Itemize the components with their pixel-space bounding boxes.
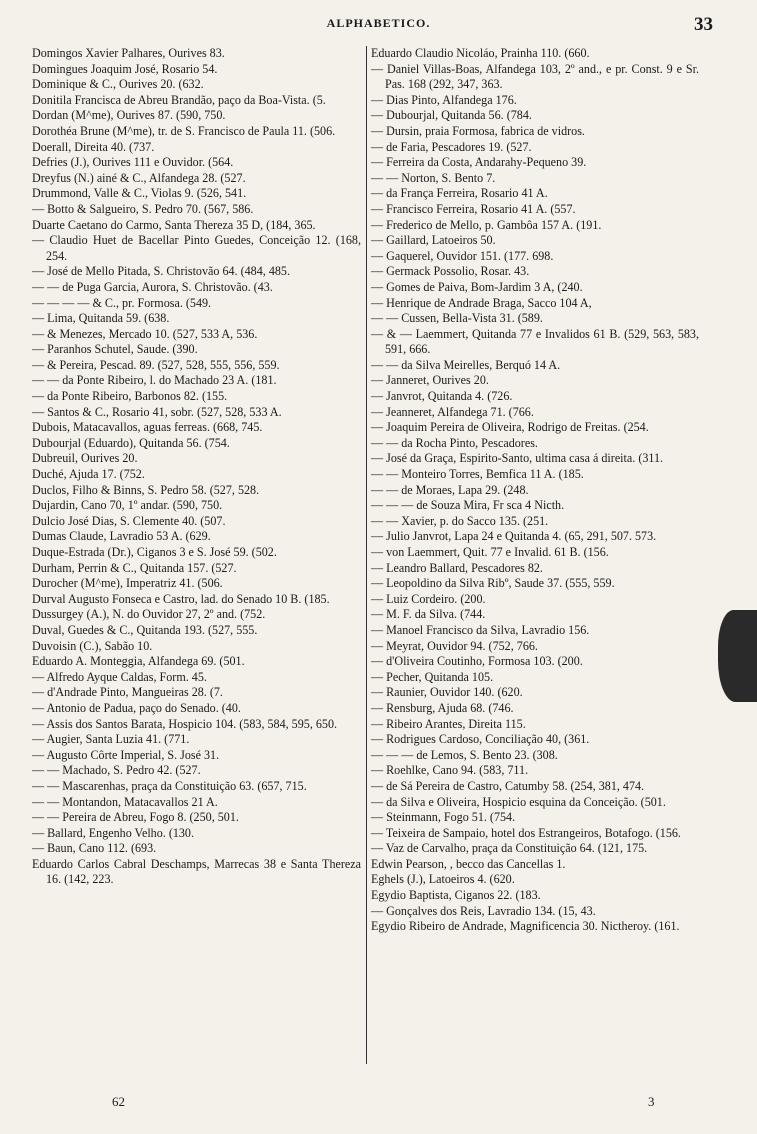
directory-entry: — Gonçalves dos Reis, Lavradio 134. (15, 43. [371, 903, 596, 918]
directory-entry: — José da Graça, Espirito-Santo, ultima casa á direita. (311. [371, 451, 664, 466]
signature-mark-right: 3 [648, 1094, 655, 1109]
directory-entry: — Roehlke, Cano 94. (583, 711. [371, 763, 529, 778]
directory-entry: — Dias Pinto, Alfandega 176. [371, 92, 517, 107]
directory-entry: — Assis dos Santos Barata, Hospicio 104. (583, 584, 595, 650. [32, 716, 338, 731]
directory-entry: — & — Laemmert, Quitanda 77 e Invalidos 61 B. (529, 563, 583, 591, 666. [371, 326, 699, 357]
page-header [0, 14, 757, 38]
directory-entry: Domingos Xavier Palhares, Ourives 83. [32, 46, 225, 60]
left-column [32, 46, 361, 888]
directory-entry: Dreyfus (N.) ainé & C., Alfandega 28. (527. [32, 170, 246, 185]
directory-entry: Eduardo Claudio Nicoláo, Prainha 110. (660. [371, 46, 590, 60]
directory-entry: — — Monteiro Torres, Bemfica 11 A. (185. [371, 467, 584, 482]
directory-entry: — da França Ferreira, Rosario 41 A. [371, 186, 548, 201]
directory-entry: — — da Ponte Ribeiro, l. do Machado 23 A. (181. [32, 373, 277, 388]
directory-entry: Dubreuil, Ourives 20. [32, 451, 138, 466]
directory-entry: — Luiz Cordeiro. (200. [371, 591, 486, 606]
directory-entry: — Francisco Ferreira, Rosario 41 A. (557. [371, 201, 576, 216]
directory-entry: — — Xavier, p. do Sacco 135. (251. [371, 513, 549, 528]
directory-entry: — — Norton, S. Bento 7. [371, 170, 496, 185]
directory-entry: — Antonio de Padua, paço do Senado. (40. [32, 700, 241, 715]
directory-entry: — Raunier, Ouvidor 140. (620. [371, 685, 523, 700]
page-margin-shadow [718, 610, 757, 702]
directory-entry: — de Sá Pereira de Castro, Catumby 58. (254, 381, 474. [371, 778, 645, 793]
directory-entry: — — de Moraes, Lapa 29. (248. [371, 482, 529, 497]
directory-entry: — Dursin, praia Formosa, fabrica de vidros. [371, 123, 585, 138]
directory-entry: — — Montandon, Matacavallos 21 A. [32, 794, 218, 809]
directory-entry: — — — — & C., pr. Formosa. (549. [32, 295, 212, 310]
directory-entry: — Alfredo Ayque Caldas, Form. 45. [32, 669, 207, 684]
directory-entry: Dorothéa Brune (M^me), tr. de S. Francisco de Paula 11. (506. [32, 123, 336, 138]
directory-entry: Durocher (M^me), Imperatriz 41. (506. [32, 576, 223, 591]
directory-entry: — — Mascarenhas, praça da Constituição 63. (657, 715. [32, 778, 307, 793]
directory-entry: — — Machado, S. Pedro 42. (527. [32, 763, 201, 778]
directory-entry: — — da Rocha Pinto, Pescadores. [371, 435, 538, 450]
directory-entry: Eghels (J.), Latoeiros 4. (620. [371, 872, 515, 887]
directory-entry: — Botto & Salgueiro, S. Pedro 70. (567, 586. [32, 201, 254, 216]
directory-entry: — Rensburg, Ajuda 68. (746. [371, 700, 514, 715]
directory-entry: Eduardo A. Monteggia, Alfandega 69. (501. [32, 654, 245, 669]
directory-entry: — & Pereira, Pescad. 89. (527, 528, 555, 556, 559. [32, 357, 280, 372]
directory-entry: — Julio Janvrot, Lapa 24 e Quitanda 4. (65, 291, 507. 573. [371, 529, 657, 544]
directory-entry: — Janneret, Ourives 20. [371, 373, 489, 388]
directory-entry: Duarte Caetano do Carmo, Santa Thereza 35 D, (184, 365. [32, 217, 316, 232]
directory-entry: — da Silva e Oliveira, Hospicio esquina da Conceição. (501. [371, 794, 666, 809]
directory-entry: — — Pereira de Abreu, Fogo 8. (250, 501. [32, 810, 239, 825]
directory-entry: — — de Puga Garcia, Aurora, S. Christovão. (43. [32, 279, 273, 294]
directory-entry: — Augier, Santa Luzia 41. (771. [32, 732, 190, 747]
directory-entry: — Germack Possolio, Rosar. 43. [371, 264, 530, 279]
directory-entry: — Gomes de Paiva, Bom-Jardim 3 A, (240. [371, 279, 583, 294]
directory-entry: — von Laemmert, Quit. 77 e Invalid. 61 B. (156. [371, 545, 609, 559]
directory-entry: Drummond, Valle & C., Violas 9. (526, 541. [32, 186, 247, 201]
directory-entry: — Gaquerel, Ouvidor 151. (177. 698. [371, 248, 554, 263]
running-title: ALPHABETICO. [326, 16, 431, 30]
directory-entry: — Gaillard, Latoeiros 50. [371, 233, 496, 248]
directory-entry: Dulcio José Dias, S. Clemente 40. (507. [32, 513, 226, 528]
directory-entry: — Meyrat, Ouvidor 94. (752, 766. [371, 638, 538, 653]
directory-entry: Duque-Estrada (Dr.), Ciganos 3 e S. José 59. (502. [32, 545, 277, 559]
directory-entry: Duclos, Filho & Binns, S. Pedro 58. (527, 528. [32, 482, 260, 497]
directory-entry: Duché, Ajuda 17. (752. [32, 467, 145, 482]
directory-entry: — Steinmann, Fogo 51. (754. [371, 810, 516, 825]
directory-entry: — Baun, Cano 112. (693. [32, 841, 157, 856]
directory-entry: Domingues Joaquim José, Rosario 54. [32, 61, 218, 76]
signature-mark-left: 62 [112, 1094, 125, 1109]
directory-entry: Defries (J.), Ourives 111 e Ouvidor. (564. [32, 155, 234, 170]
directory-entry: — d'Oliveira Coutinho, Formosa 103. (200. [371, 654, 583, 669]
directory-entry: Dordan (M^me), Ourives 87. (590, 750. [32, 108, 226, 123]
directory-entry: — Lima, Quitanda 59. (638. [32, 311, 170, 326]
directory-entry: Duvoisin (C.), Sabão 10. [32, 638, 153, 653]
page-number: 33 [694, 14, 713, 35]
directory-entry: Doerall, Direita 40. (737. [32, 139, 155, 154]
directory-entry: — M. F. da Silva. (744. [371, 607, 486, 622]
directory-entry: — Manoel Francisco da Silva, Lavradio 156. [371, 622, 590, 637]
directory-entry: — Ballard, Engenho Velho. (130. [32, 825, 195, 840]
directory-entry: — Augusto Côrte Imperial, S. José 31. [32, 747, 220, 762]
directory-entry: Egydio Baptista, Ciganos 22. (183. [371, 888, 541, 903]
directory-entry: — — — de Souza Mira, Fr sca 4 Nicth. [371, 498, 565, 513]
directory-entry: — de Faria, Pescadores 19. (527. [371, 139, 532, 154]
directory-entry: Edwin Pearson, , becco das Cancellas 1. [371, 856, 566, 871]
directory-entry: — Henrique de Andrade Braga, Sacco 104 A, [371, 295, 592, 310]
directory-entry: Egydio Ribeiro de Andrade, Magnificencia 30. Nictheroy. (161. [371, 919, 680, 934]
directory-entry: — Joaquim Pereira de Oliveira, Rodrigo de Freitas. (254. [371, 420, 649, 435]
directory-entry: — — da Silva Meirelles, Berquó 14 A. [371, 357, 561, 372]
directory-entry: — Frederico de Mello, p. Gambôa 157 A. (191. [371, 217, 602, 232]
directory-entry: Dumas Claude, Lavradio 53 A. (629. [32, 529, 211, 544]
directory-entry: — — — de Lemos, S. Bento 23. (308. [371, 747, 558, 762]
directory-entry: Eduardo Carlos Cabral Deschamps, Marrecas 38 e Santa Thereza 16. (142, 223. [32, 856, 361, 887]
directory-entry: Donitila Francisca de Abreu Brandão, paço da Boa-Vista. (5. [32, 92, 326, 107]
directory-entry: — Paranhos Schutel, Saude. (390. [32, 342, 198, 357]
directory-entry: Dujardin, Cano 70, 1º andar. (590, 750. [32, 498, 223, 513]
directory-entry: — Dubourjal, Quitanda 56. (784. [371, 108, 532, 123]
directory-entry: Dominique & C., Ourives 20. (632. [32, 77, 204, 92]
directory-entry: — Pecher, Quitanda 105. [371, 669, 494, 684]
right-column [366, 46, 699, 1064]
directory-entry: — Rodrigues Cardoso, Conciliação 40, (361. [371, 732, 590, 747]
directory-entry: Dussurgey (A.), N. do Ouvidor 27, 2º and. (752. [32, 607, 266, 622]
directory-entry: — Claudio Huet de Bacellar Pinto Guedes, Conceição 12. (168, 254. [32, 233, 361, 263]
directory-entry: — da Ponte Ribeiro, Barbonos 82. (155. [32, 389, 228, 404]
directory-entry: — Daniel Villas-Boas, Alfandega 103, 2º and., e pr. Const. 9 e Sr. Pas. 168 (292, 347, 363. [371, 61, 699, 92]
directory-entry: Durval Augusto Fonseca e Castro, lad. do Senado 10 B. (185. [32, 591, 330, 606]
directory-entry: — José de Mello Pitada, S. Christovão 64. (484, 485. [32, 264, 290, 279]
directory-entry: — — Cussen, Bella-Vista 31. (589. [371, 311, 543, 326]
directory-entry: Durham, Perrin & C., Quitanda 157. (527. [32, 560, 237, 575]
directory-entry: — Jeanneret, Alfandega 71. (766. [371, 404, 534, 419]
directory-entry: — Santos & C., Rosario 41, sobr. (527, 528, 533 A. [32, 404, 282, 419]
directory-entry: — Leopoldino da Silva Ribº, Saude 37. (555, 559. [371, 576, 615, 591]
directory-entry: Duval, Guedes & C., Quitanda 193. (527, 555. [32, 622, 258, 637]
directory-entry: — Janvrot, Quitanda 4. (726. [371, 389, 513, 404]
directory-entry: — Ribeiro Arantes, Direita 115. [371, 716, 526, 731]
directory-entry: — & Menezes, Mercado 10. (527, 533 A, 536. [32, 326, 258, 341]
directory-entry: — Vaz de Carvalho, praça da Constituição 64. (121, 175. [371, 841, 648, 856]
directory-entry: Dubois, Matacavallos, aguas ferreas. (668, 745. [32, 420, 263, 435]
directory-entry: — d'Andrade Pinto, Mangueiras 28. (7. [32, 685, 223, 700]
directory-entry: — Ferreira da Costa, Andarahy-Pequeno 39. [371, 155, 587, 170]
directory-entry: — Leandro Ballard, Pescadores 82. [371, 560, 543, 575]
directory-entry: Dubourjal (Eduardo), Quitanda 56. (754. [32, 435, 230, 450]
directory-entry: — Teixeira de Sampaio, hotel dos Estrangeiros, Botafogo. (156. [371, 825, 681, 840]
page-footer [0, 1094, 757, 1114]
